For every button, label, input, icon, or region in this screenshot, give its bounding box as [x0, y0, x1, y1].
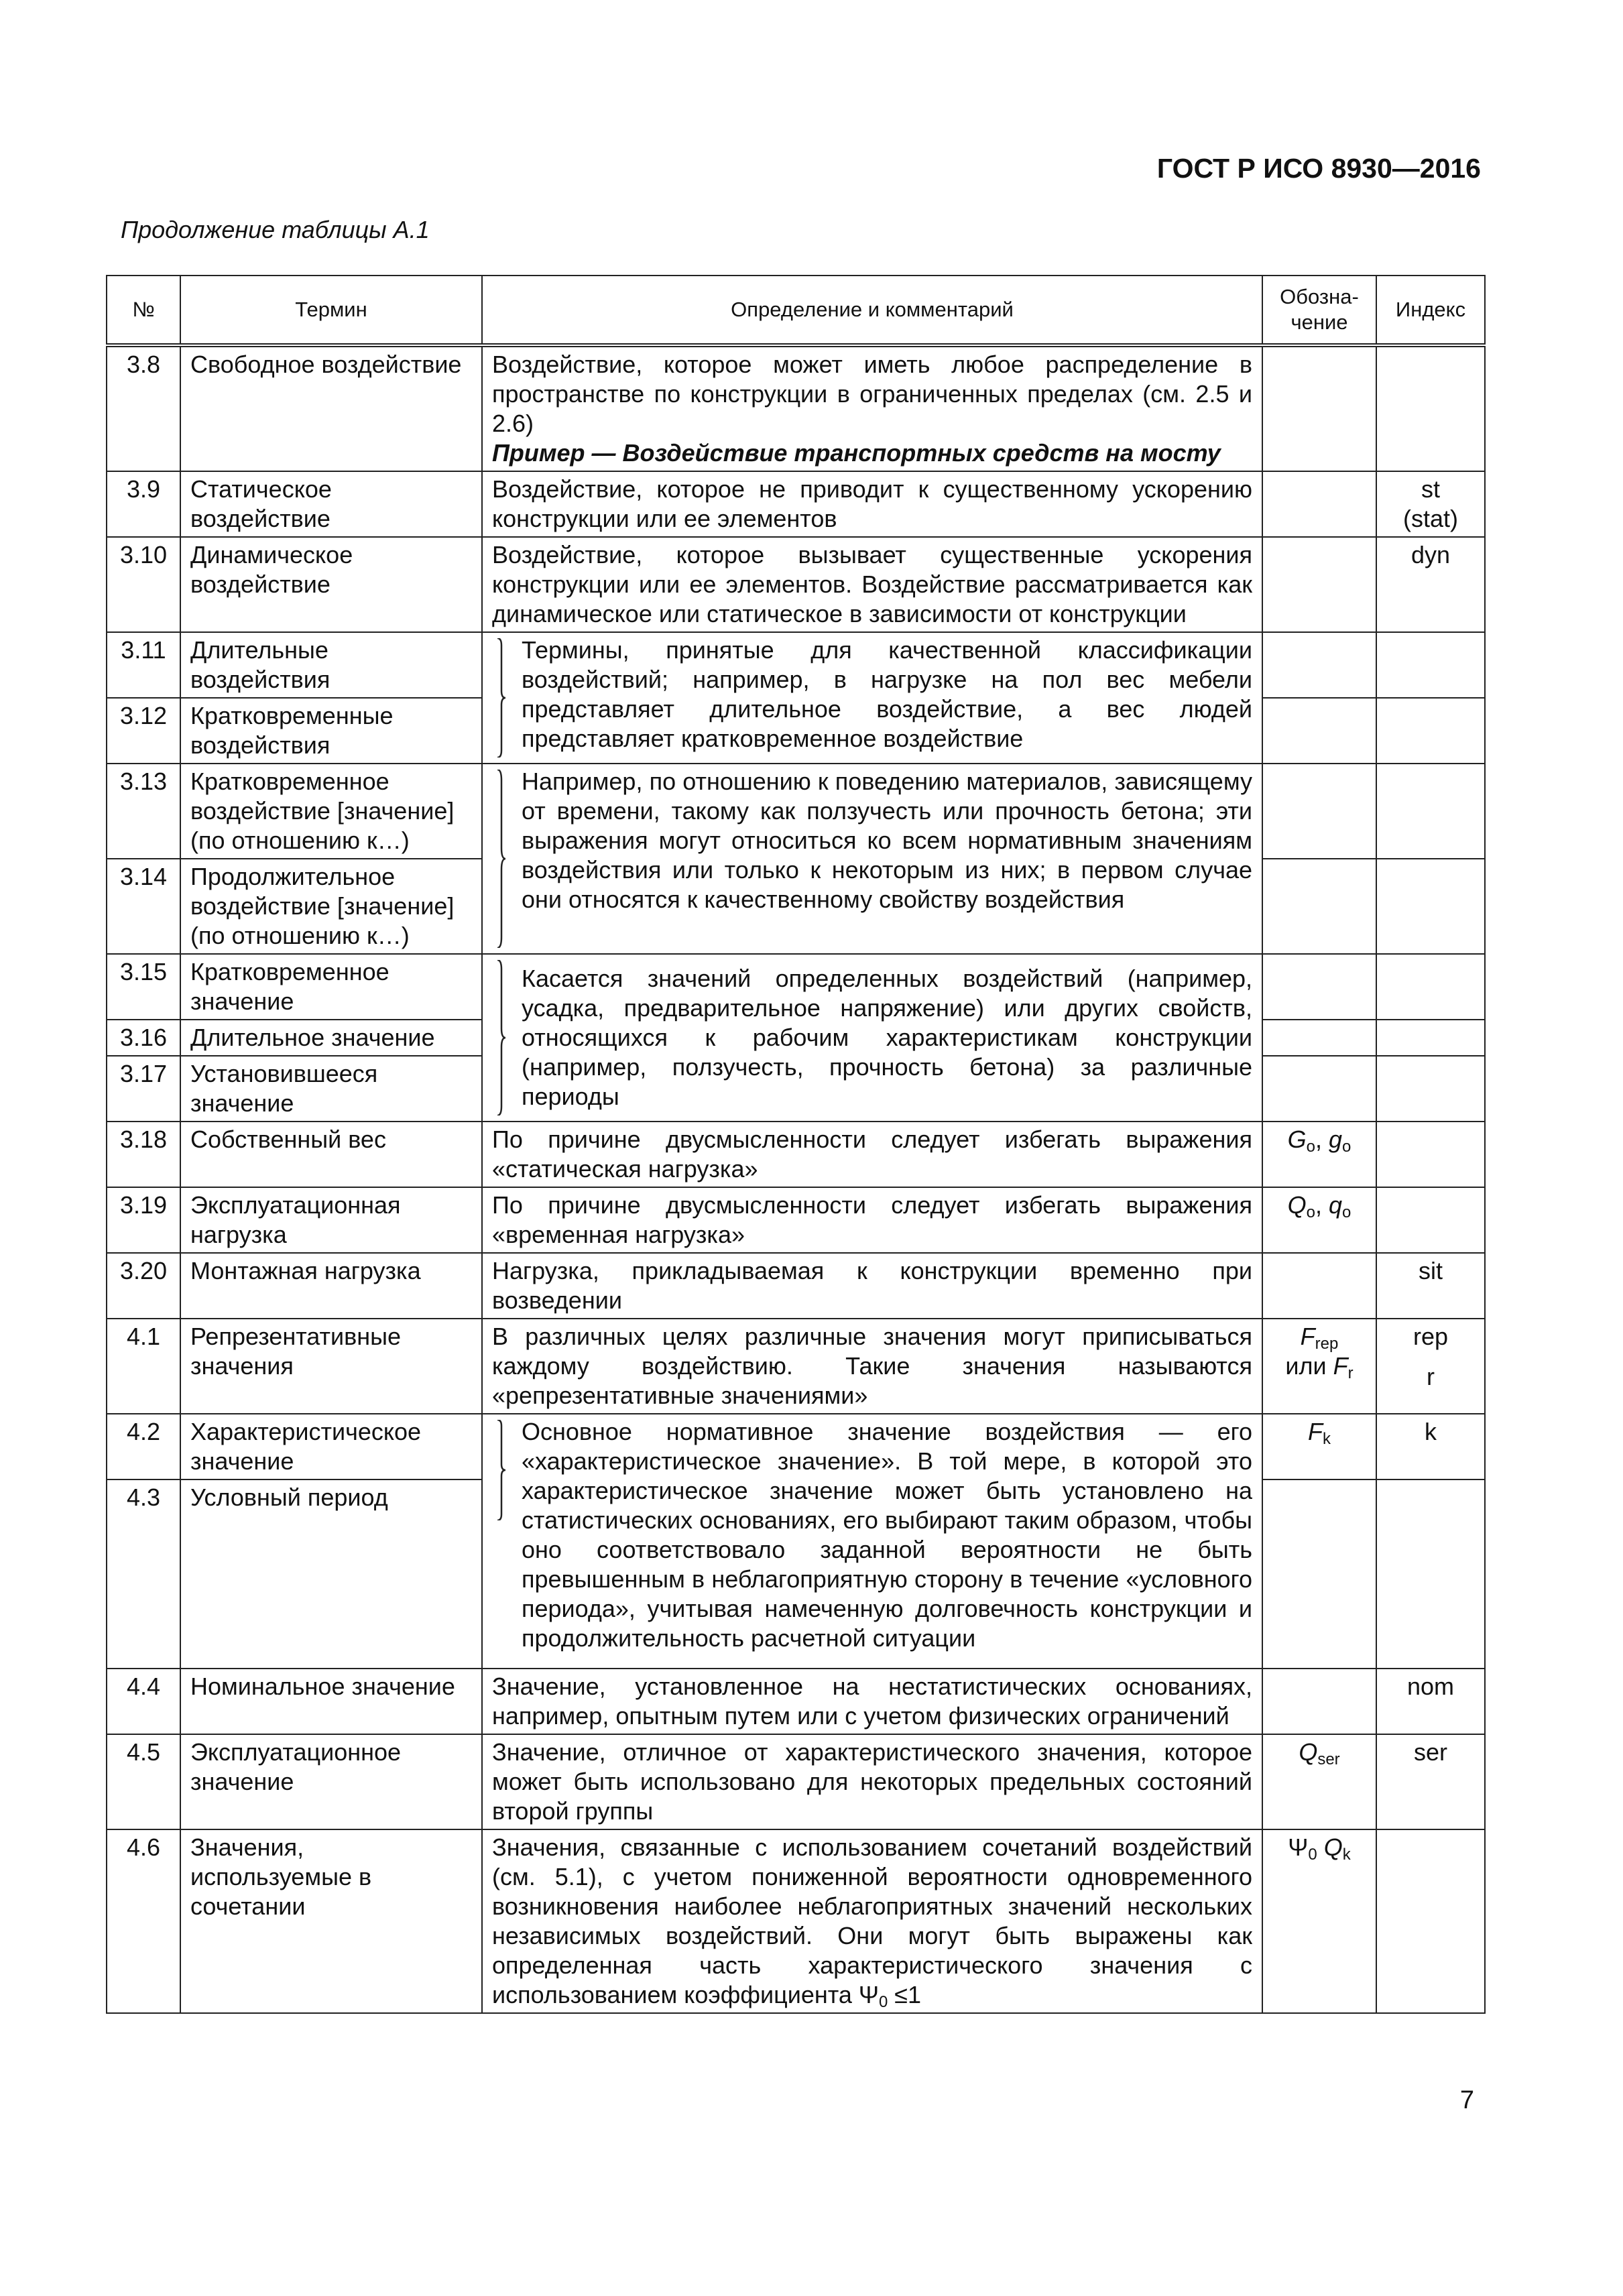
designation-cell	[1262, 1056, 1376, 1122]
table-header-row	[107, 276, 1485, 345]
row-number: 3.13	[107, 764, 180, 859]
symbol: G	[1287, 1126, 1307, 1153]
table-row	[107, 1734, 1485, 1829]
row-number: 3.11	[107, 632, 180, 698]
symbol: Q	[1299, 1738, 1318, 1766]
table-row	[107, 537, 1485, 632]
term-cell: Номинальное значение	[180, 1669, 482, 1734]
definition-cell: Значение, отличное от характеристического значения, которое может быть использовано для некоторых предельных состояний второй группы	[482, 1734, 1262, 1829]
term-cell: Эксплуатационное значение	[180, 1734, 482, 1829]
table-row	[107, 1414, 1485, 1479]
row-number: 3.10	[107, 537, 180, 632]
symbol-separator	[1317, 1833, 1324, 1861]
symbol-separator: ,	[1315, 1191, 1329, 1219]
designation-cell	[1262, 954, 1376, 1020]
brace-icon	[495, 770, 507, 948]
index-value: rep	[1412, 1323, 1449, 1350]
index-cell	[1376, 632, 1485, 698]
table-row	[107, 1669, 1485, 1734]
designation-cell	[1262, 1669, 1376, 1734]
designation-cell	[1262, 1479, 1376, 1669]
designation-cell	[1262, 537, 1376, 632]
designation-cell	[1262, 1253, 1376, 1319]
index-cell	[1376, 1122, 1485, 1187]
row-number: 3.20	[107, 1253, 180, 1319]
symbol-subscript: 0	[1308, 1846, 1317, 1864]
col-header-definition: Определение и комментарий	[482, 276, 1262, 345]
symbol-subscript: k	[1323, 1430, 1331, 1448]
row-number: 3.17	[107, 1056, 180, 1122]
index-cell	[1376, 1020, 1485, 1056]
symbol-subscript: r	[1347, 1364, 1354, 1382]
symbol-subscript: o	[1306, 1138, 1315, 1156]
term-cell: Длительное значение	[180, 1020, 482, 1056]
row-number: 4.2	[107, 1414, 180, 1479]
definition-cell: В различных целях различные значения могут приписываться каждому воздействию. Такие значения называются «репрезентативные значениями»	[482, 1319, 1262, 1414]
brace-icon	[495, 960, 507, 1115]
term-cell: Свободное воздействие	[180, 345, 482, 471]
table-row	[107, 345, 1485, 471]
table-row	[107, 954, 1485, 1020]
symbol-separator: ,	[1315, 1126, 1329, 1153]
index-cell: k	[1376, 1414, 1485, 1479]
definition-cell: Нагрузка, прикладываемая к конструкции временно при возведении	[482, 1253, 1262, 1319]
coefficient-subscript: 0	[878, 1993, 888, 2011]
definition-text: Воздействие, которое может иметь любое распределение в пространстве по конструкции в ограниченных пределах (см. 2.5 и 2.6)	[492, 351, 1252, 437]
table-row	[107, 632, 1485, 698]
definition-cell: Значение, установленное на нестатистических основаниях, например, опытным путем или с учетом физических ограничений	[482, 1669, 1262, 1734]
symbol: Q	[1323, 1833, 1343, 1861]
term-cell: Кратковременные воздействия	[180, 698, 482, 764]
designation-cell	[1262, 471, 1376, 537]
row-number: 3.12	[107, 698, 180, 764]
symbol-separator: или	[1285, 1352, 1333, 1380]
index-cell	[1376, 1056, 1485, 1122]
table-row	[107, 1253, 1485, 1319]
grouped-definition-cell	[482, 1414, 1262, 1669]
brace-icon	[495, 638, 507, 758]
index-cell	[1376, 764, 1485, 859]
definition-cell: Воздействие, которое вызывает существенные ускорения конструкции или ее элементов. Воздействие рассматривается как динамическое или статическое в зависимости от конструкции	[482, 537, 1262, 632]
table-caption: Продолжение таблицы А.1	[121, 216, 430, 243]
index-cell: sit	[1376, 1253, 1485, 1319]
row-number: 4.4	[107, 1669, 180, 1734]
definition-text: Например, по отношению к поведению материалов, зависящему от времени, такому как ползучесть или прочность бетона; эти выражения могут относиться ко всем нормативным значениям воздействия или только к некоторым из них; в первом случае они относятся к качественному свойству воздействия	[522, 768, 1252, 913]
definition-cell: Воздействие, которое не приводит к существенному ускорению конструкции или ее элементов	[482, 471, 1262, 537]
row-number: 3.15	[107, 954, 180, 1020]
definition-cell: По причине двусмысленности следует избегать выражения «временная нагрузка»	[482, 1187, 1262, 1253]
definition-text: Касается значений определенных воздействий (например, усадка, предварительное напряжение) или других свойств, относящихся к рабочим характеристикам конструкции (например, ползучесть, прочность бетона) за различные периоды	[522, 965, 1252, 1110]
term-cell: Условный период	[180, 1479, 482, 1669]
index-cell	[1376, 859, 1485, 954]
col-header-num: №	[107, 276, 180, 345]
term-cell: Репрезентативные значения	[180, 1319, 482, 1414]
index-cell: nom	[1376, 1669, 1485, 1734]
definition-cell	[482, 345, 1262, 471]
index-cell: dyn	[1376, 537, 1485, 632]
row-number: 4.1	[107, 1319, 180, 1414]
index-cell	[1376, 1187, 1485, 1253]
index-value-alt: r	[1427, 1363, 1435, 1390]
term-cell: Статическое воздействие	[180, 471, 482, 537]
definition-text: Основное нормативное значение воздействия — его «характеристическое значение». В той мере, в которой это характеристическое значение может быть установлено на статистических основаниях, его выбирают таким образом, чтобы оно соответствовало заданной вероятности не быть превышенным в неблагоприятную сторону в течение «условного периода», учитывая намеченную долговечность конструкции и продолжительность расчетной ситуации	[522, 1418, 1252, 1652]
col-header-index: Индекс	[1376, 276, 1485, 345]
designation-cell	[1262, 345, 1376, 471]
index-cell	[1376, 954, 1485, 1020]
term-cell: Эксплуатационная нагрузка	[180, 1187, 482, 1253]
symbol-subscript: o	[1342, 1138, 1351, 1156]
symbol-subscript: rep	[1315, 1335, 1339, 1353]
term-cell: Продолжительное воздействие [значение] (по отношению к…)	[180, 859, 482, 954]
terms-table	[106, 275, 1486, 2014]
symbol: Q	[1287, 1191, 1307, 1219]
designation-cell	[1262, 1319, 1376, 1414]
term-cell: Кратковременное значение	[180, 954, 482, 1020]
grouped-definition-cell	[482, 632, 1262, 764]
term-cell: Установившееся значение	[180, 1056, 482, 1122]
page-number: 7	[1459, 2086, 1474, 2114]
designation-cell	[1262, 632, 1376, 698]
definition-text: Термины, принятые для качественной классификации воздействий; например, в нагрузке на пол вес мебели представляет длительное воздействие, а вес людей представляет кратковременное воздействие	[522, 636, 1252, 752]
designation-cell	[1262, 764, 1376, 859]
symbol-subscript: ser	[1317, 1750, 1340, 1768]
table-row	[107, 764, 1485, 859]
index-cell	[1376, 698, 1485, 764]
row-number: 4.5	[107, 1734, 180, 1829]
grouped-definition-cell	[482, 954, 1262, 1122]
designation-cell	[1262, 1187, 1376, 1253]
definition-cell	[482, 1829, 1262, 2013]
index-value: st	[1421, 475, 1440, 503]
term-cell: Кратковременное воздействие [значение] (по отношению к…)	[180, 764, 482, 859]
designation-cell	[1262, 1020, 1376, 1056]
table-row	[107, 1122, 1485, 1187]
row-number: 3.18	[107, 1122, 180, 1187]
designation-cell	[1262, 1734, 1376, 1829]
designation-cell	[1262, 698, 1376, 764]
designation-cell	[1262, 859, 1376, 954]
symbol: F	[1300, 1323, 1315, 1350]
table-row	[107, 1319, 1485, 1414]
symbol: F	[1308, 1418, 1323, 1445]
col-header-term: Термин	[180, 276, 482, 345]
col-header-designation: Обозна-чение	[1262, 276, 1376, 345]
term-cell: Длительные воздействия	[180, 632, 482, 698]
table-row	[107, 1187, 1485, 1253]
term-cell: Значения, используемые в сочетании	[180, 1829, 482, 2013]
symbol: q	[1329, 1191, 1343, 1219]
symbol-subscript: k	[1342, 1846, 1351, 1864]
index-cell	[1376, 1479, 1485, 1669]
designation-cell	[1262, 1829, 1376, 2013]
symbol: F	[1333, 1352, 1348, 1380]
term-cell: Характеристическое значение	[180, 1414, 482, 1479]
term-cell: Динамическое воздействие	[180, 537, 482, 632]
table-row	[107, 471, 1485, 537]
term-cell: Монтажная нагрузка	[180, 1253, 482, 1319]
index-cell	[1376, 345, 1485, 471]
row-number: 3.9	[107, 471, 180, 537]
designation-cell	[1262, 1414, 1376, 1479]
symbol: g	[1329, 1126, 1343, 1153]
definition-cell: По причине двусмысленности следует избегать выражения «статическая нагрузка»	[482, 1122, 1262, 1187]
table-row	[107, 1829, 1485, 2013]
document-header: ГОСТ Р ИСО 8930—2016	[1156, 153, 1481, 184]
index-cell: ser	[1376, 1734, 1485, 1829]
index-cell	[1376, 471, 1485, 537]
row-number: 3.14	[107, 859, 180, 954]
grouped-definition-cell	[482, 764, 1262, 954]
index-cell	[1376, 1829, 1485, 2013]
brace-icon	[495, 1420, 507, 1520]
example-text: Пример — Воздействие транспортных средств на мосту	[492, 439, 1221, 467]
row-number: 3.19	[107, 1187, 180, 1253]
symbol: Ψ	[1288, 1833, 1309, 1861]
symbol-subscript: o	[1342, 1203, 1351, 1221]
definition-tail: ≤1	[888, 1981, 922, 2008]
designation-cell	[1262, 1122, 1376, 1187]
row-number: 3.8	[107, 345, 180, 471]
row-number: 4.3	[107, 1479, 180, 1669]
row-number: 3.16	[107, 1020, 180, 1056]
definition-text: Значения, связанные с использованием сочетаний воздействий (см. 5.1), с учетом пониженной вероятности одновременного возникновения наиболее неблагоприятных значений нескольких независимых воздействий. Они могут быть выражены как определенная часть характеристического значения с использованием коэффициента Ψ	[492, 1833, 1252, 2008]
index-cell	[1376, 1319, 1485, 1414]
row-number: 4.6	[107, 1829, 180, 2013]
term-cell: Собственный вес	[180, 1122, 482, 1187]
symbol-subscript: o	[1306, 1203, 1315, 1221]
index-value-alt: (stat)	[1402, 505, 1458, 532]
